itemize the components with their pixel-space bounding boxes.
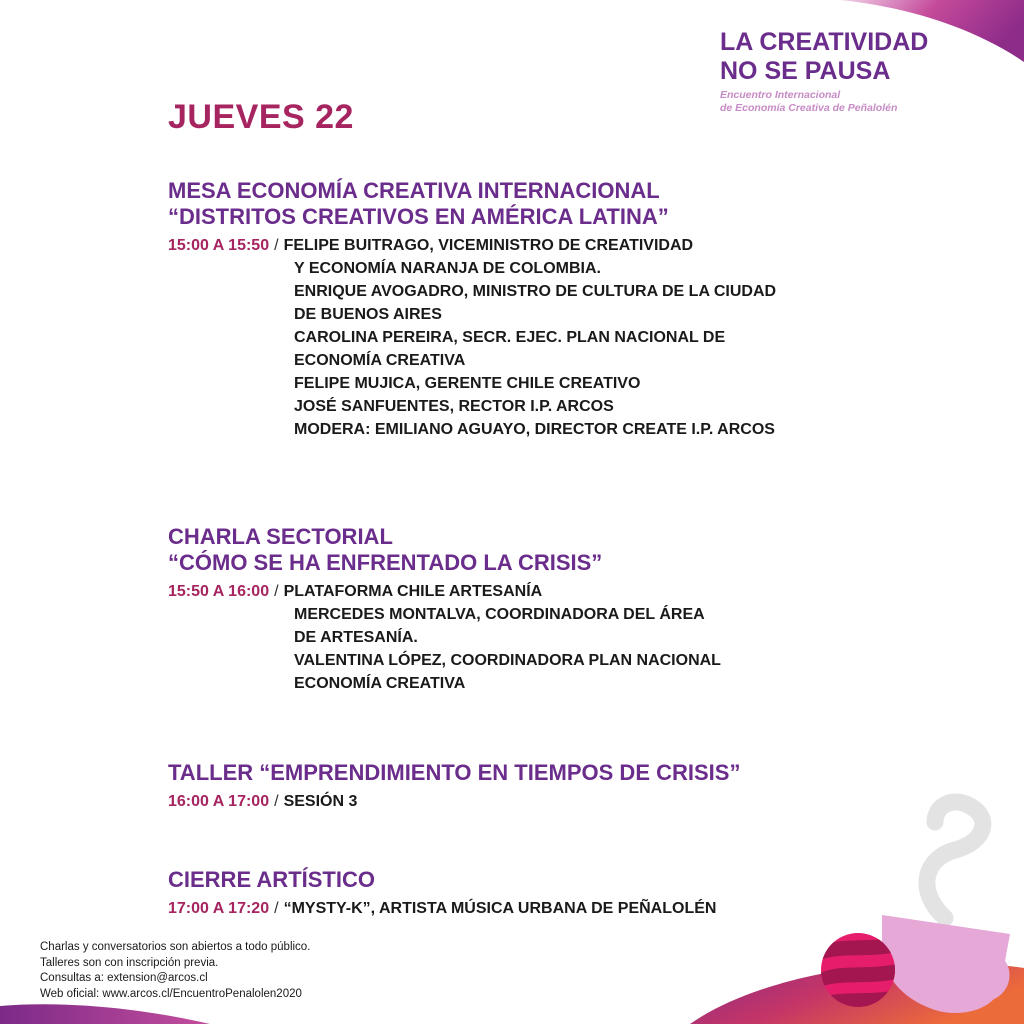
separator: / <box>274 900 279 917</box>
footer-line: Charlas y conversatorios son abiertos a todo público. <box>40 941 311 953</box>
artist-line: “MYSTY-K”, ARTISTA MÚSICA URBANA DE PEÑALOLÉN <box>283 900 717 917</box>
steam-icon <box>927 802 983 918</box>
event-title <box>168 760 868 786</box>
separator: / <box>274 793 279 810</box>
event-mesa <box>168 178 868 441</box>
event-cierre <box>168 867 868 920</box>
event-charla <box>168 524 868 695</box>
event-schedule <box>168 897 868 920</box>
speaker-line: CAROLINA PEREIRA, SECR. EJEC. PLAN NACIONAL DE <box>294 329 726 346</box>
event-title <box>168 178 868 230</box>
speaker-line: DE BUENOS AIRES <box>294 306 442 323</box>
event-title-line1: CHARLA SECTORIAL <box>168 524 393 549</box>
separator: / <box>274 237 279 254</box>
event-taller <box>168 760 868 813</box>
event-title-line1: TALLER “EMPRENDIMIENTO EN TIEMPOS DE CRISIS” <box>168 760 741 785</box>
speaker-line: Y ECONOMÍA NARANJA DE COLOMBIA. <box>294 260 601 277</box>
event-title-line2: “CÓMO SE HA ENFRENTADO LA CRISIS” <box>168 550 603 575</box>
footer-line: Talleres son con inscripción previa. <box>40 956 219 969</box>
brand-title-line1: LA CREATIVIDAD <box>720 28 929 56</box>
event-schedule <box>168 790 868 813</box>
speaker-line: DE ARTESANÍA. <box>294 629 418 646</box>
brand-title <box>720 28 1010 86</box>
brand-subtitle <box>720 89 1010 115</box>
bottom-left-wave <box>0 1004 210 1024</box>
speaker-line: ECONOMÍA CREATIVA <box>294 675 466 692</box>
event-time: 16:00 A 17:00 <box>168 793 270 810</box>
separator: / <box>274 583 279 600</box>
event-time: 17:00 A 17:20 <box>168 900 270 917</box>
event-title-line1: CIERRE ARTÍSTICO <box>168 867 375 892</box>
speaker-line: MODERA: EMILIANO AGUAYO, DIRECTOR CREATE I.P. ARCOS <box>294 421 775 438</box>
session-line: SESIÓN 3 <box>283 793 358 810</box>
event-schedule <box>168 234 868 441</box>
speaker-line: FELIPE BUITRAGO, VICEMINISTRO DE CREATIVIDAD <box>283 237 694 254</box>
speaker-line: ENRIQUE AVOGADRO, MINISTRO DE CULTURA DE LA CIUDAD <box>294 283 777 300</box>
brand-subtitle-line2: de Economía Creativa de Peñalolén <box>720 102 898 114</box>
event-time: 15:00 A 15:50 <box>168 237 270 254</box>
event-title-line2: “DISTRITOS CREATIVOS EN AMÉRICA LATINA” <box>168 204 669 229</box>
speaker-line: JOSÉ SANFUENTES, RECTOR I.P. ARCOS <box>294 398 614 415</box>
event-time: 15:50 A 16:00 <box>168 583 270 600</box>
speaker-line: ECONOMÍA CREATIVA <box>294 352 466 369</box>
brand-subtitle-line1: Encuentro Internacional <box>720 89 841 101</box>
footer-notes <box>40 940 310 1002</box>
speaker-line: VALENTINA LÓPEZ, COORDINADORA PLAN NACIONAL <box>294 652 721 669</box>
speaker-line: FELIPE MUJICA, GERENTE CHILE CREATIVO <box>294 375 641 392</box>
brand-block <box>720 28 1010 115</box>
event-title <box>168 524 868 576</box>
event-title-line1: MESA ECONOMÍA CREATIVA INTERNACIONAL <box>168 178 660 203</box>
event-schedule <box>168 580 868 695</box>
footer-line: Consultas a: extension@arcos.cl <box>40 972 208 984</box>
speaker-line: MERCEDES MONTALVA, COORDINADORA DEL ÁREA <box>294 606 705 623</box>
speaker-line: PLATAFORMA CHILE ARTESANÍA <box>283 583 543 600</box>
event-title <box>168 867 868 893</box>
day-heading: JUEVES 22 <box>168 98 354 136</box>
brand-title-line2: NO SE PAUSA <box>720 57 891 85</box>
footer-line: Web oficial: www.arcos.cl/EncuentroPenalolen2020 <box>40 987 302 1000</box>
